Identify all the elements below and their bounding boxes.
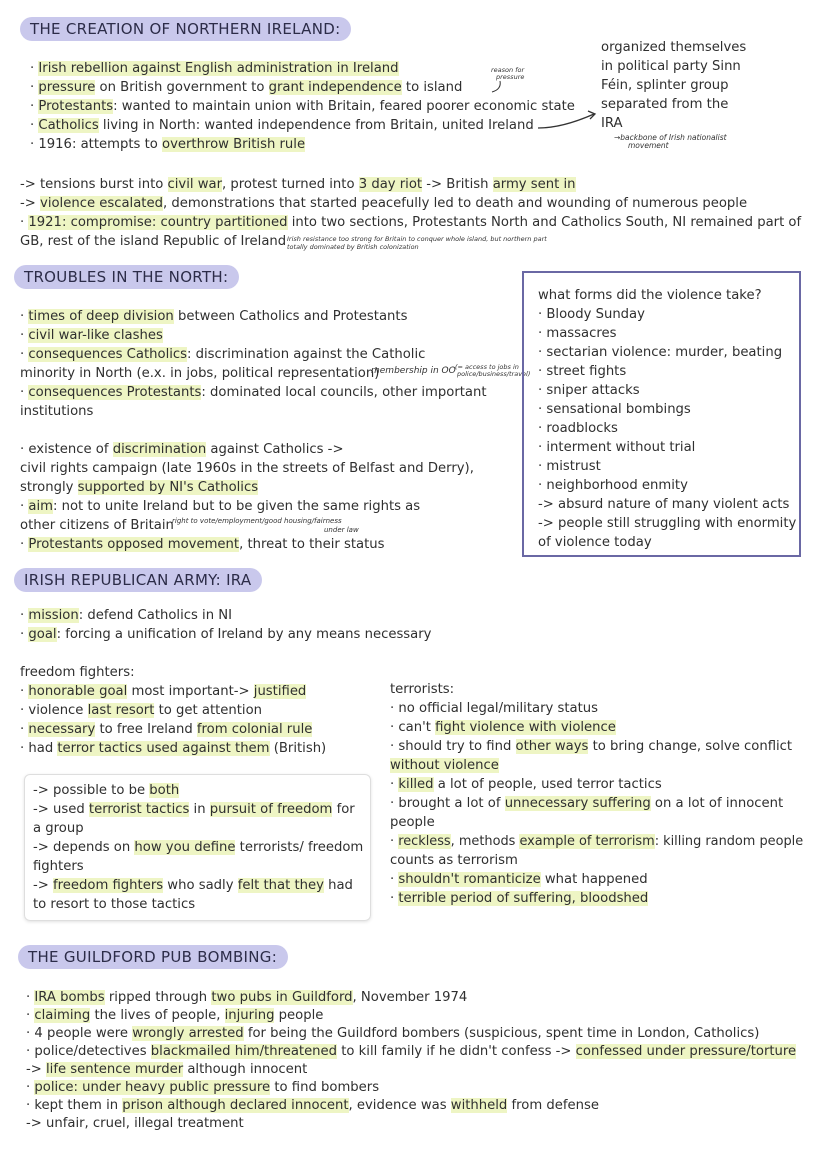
text-segment: : not to unite Ireland but to be given the same rights as: [52, 499, 421, 514]
t-line: [390, 851, 518, 870]
t-line: [390, 737, 792, 756]
text-segment: fighters: [33, 859, 84, 874]
text-segment: ·: [20, 385, 29, 400]
s2-line: [20, 383, 487, 402]
both-line: [33, 781, 179, 800]
text-segment: · interment without trial: [538, 440, 696, 455]
both-line: [33, 800, 355, 819]
t-line: [390, 794, 783, 813]
highlighted-text: consequences Catholics: [28, 347, 188, 362]
text-segment: other citizens of Britain: [20, 518, 174, 533]
text-segment: (British): [269, 741, 327, 756]
text-segment: · had: [20, 741, 58, 756]
text-segment: ·: [20, 608, 29, 623]
text-segment: on a lot of innocent: [650, 796, 784, 811]
t-line: [390, 756, 499, 775]
partition-note: totally dominated by British colonization: [287, 243, 419, 251]
text-segment: a lot of people, used terror tactics: [433, 777, 662, 792]
text-segment: ·: [20, 537, 29, 552]
text-segment: ·: [26, 1008, 35, 1023]
text-segment: civil rights campaign (late 1960s in the streets of Belfast and Derry),: [20, 461, 474, 476]
membership-note: police/business/travel): [457, 370, 531, 378]
text-segment: -> depends on: [33, 840, 135, 855]
text-segment: ·: [20, 499, 29, 514]
text-segment: · massacres: [538, 326, 617, 341]
text-segment: · violence: [20, 703, 88, 718]
t-line: [390, 718, 616, 737]
t-line: [390, 775, 662, 794]
s4-line: [26, 1078, 379, 1097]
heading-ira: IRISH REPUBLICAN ARMY: IRA: [14, 568, 262, 592]
t-line: [390, 870, 648, 889]
s3-line: [20, 606, 232, 625]
s1-line: [20, 175, 576, 194]
s4-line: [26, 988, 467, 1007]
s1-bullet: [30, 59, 399, 78]
highlighted-text: consequences Protestants: [28, 385, 202, 400]
text-segment: the lives of people,: [90, 1008, 225, 1023]
s4-line: [26, 1114, 244, 1133]
s4-line: [26, 1006, 323, 1025]
violence-item: [538, 324, 617, 343]
side-note-small: →backbone of Irish nationalist: [614, 133, 727, 142]
violence-item: [538, 476, 688, 495]
freedom-fighters-title: freedom fighters:: [20, 665, 135, 680]
highlighted-text: honorable goal: [28, 684, 128, 699]
violence-item: [538, 305, 645, 324]
both-line: [33, 857, 84, 876]
ff-line: [20, 682, 306, 701]
highlighted-text: Protestants opposed movement: [28, 537, 240, 552]
text-segment: to get attention: [154, 703, 263, 718]
text-segment: · 4 people were: [26, 1026, 133, 1041]
text-segment: · Bloody Sunday: [538, 307, 645, 322]
violence-item: [538, 495, 789, 514]
s2-line: [20, 535, 385, 554]
text-segment: · can't: [390, 720, 436, 735]
s4-line: [26, 1060, 307, 1079]
highlighted-text: other ways: [515, 739, 589, 754]
s1-line: [20, 213, 801, 232]
violence-item: [538, 514, 796, 533]
highlighted-text: confessed under pressure/torture: [575, 1044, 797, 1059]
text-segment: : wanted to maintain union with Britain, feared poorer economic state: [113, 99, 575, 114]
violence-item: [538, 400, 691, 419]
highlighted-text: civil war-like clashes: [28, 328, 163, 343]
text-segment: ·: [30, 61, 39, 76]
highlighted-text: pressure: [38, 80, 96, 95]
text-segment: most important->: [127, 684, 254, 699]
s1-bullet: [30, 116, 534, 135]
highlighted-text: Protestants: [38, 99, 114, 114]
text-segment: strongly: [20, 480, 78, 495]
highlighted-text: IRA bombs: [34, 990, 105, 1005]
text-segment: -> tensions burst into: [20, 177, 168, 192]
note-reason: pressure: [496, 73, 525, 81]
highlighted-text: from colonial rule: [196, 722, 313, 737]
text-segment: · neighborhood enmity: [538, 478, 688, 493]
rights-note: under law: [324, 526, 359, 534]
text-segment: · 1916: attempts to: [30, 137, 162, 152]
s2-line: [20, 345, 425, 364]
highlighted-text: police: under heavy public pressure: [34, 1080, 271, 1095]
text-segment: , demonstrations that started peacefully led to death and wounding of numerous people: [162, 196, 748, 211]
highlighted-text: freedom fighters: [53, 878, 164, 893]
highlighted-text: grant independence: [268, 80, 402, 95]
highlighted-text: violence escalated: [40, 196, 163, 211]
text-segment: : dominated local councils, other important: [201, 385, 487, 400]
side-note-small: movement: [628, 141, 669, 150]
text-segment: , November 1974: [352, 990, 468, 1005]
text-segment: · brought a lot of: [390, 796, 505, 811]
text-segment: -> possible to be: [33, 783, 150, 798]
highlighted-text: shouldn't romanticize: [398, 872, 541, 887]
s2-line: [20, 402, 93, 421]
text-segment: ·: [390, 777, 399, 792]
violence-item: [538, 419, 618, 438]
highlighted-text: justified: [253, 684, 307, 699]
t-line: [390, 813, 435, 832]
s2-line: [20, 478, 258, 497]
highlighted-text: without violence: [390, 758, 499, 773]
note-reason: reason for: [491, 66, 525, 74]
text-segment: in: [189, 802, 210, 817]
text-segment: to island: [401, 80, 463, 95]
text-segment: for being the Guildford bombers (suspicious, spent time in London, Catholics): [243, 1026, 760, 1041]
highlighted-text: civil war: [167, 177, 223, 192]
s1-bullet: [30, 135, 305, 154]
highlighted-text: Catholics: [38, 118, 99, 133]
text-segment: living in North: wanted independence from Britain, united Ireland: [98, 118, 534, 133]
s2-line: [20, 497, 420, 516]
text-segment: : discrimination against the Catholic: [187, 347, 426, 362]
text-segment: ·: [20, 627, 29, 642]
text-segment: to free Ireland: [95, 722, 197, 737]
text-segment: counts as terrorism: [390, 853, 518, 868]
s2-line: [20, 440, 344, 459]
text-segment: had: [323, 878, 353, 893]
highlighted-text: last resort: [87, 703, 155, 718]
highlighted-text: overthrow British rule: [162, 137, 306, 152]
text-segment: into two sections, Protestants North and Catholics South, NI remained part of: [287, 215, 802, 230]
text-segment: · sensational bombings: [538, 402, 691, 417]
text-segment: ·: [20, 215, 29, 230]
s1-line: [20, 232, 286, 251]
text-segment: , methods: [450, 834, 520, 849]
highlighted-text: terrible period of suffering, bloodshed: [398, 891, 649, 906]
side-note-line: IRA: [601, 116, 623, 131]
both-line: [33, 838, 363, 857]
text-segment: -> used: [33, 802, 89, 817]
text-segment: ->: [33, 878, 54, 893]
text-segment: institutions: [20, 404, 94, 419]
ff-line: [20, 739, 326, 758]
highlighted-text: life sentence murder: [46, 1062, 184, 1077]
text-segment: ripped through: [104, 990, 212, 1005]
highlighted-text: blackmailed him/threatened: [150, 1044, 338, 1059]
text-segment: to bring change, solve conflict: [588, 739, 793, 754]
highlighted-text: unnecessary suffering: [504, 796, 651, 811]
ff-line: [20, 720, 312, 739]
highlighted-text: aim: [28, 499, 53, 514]
text-segment: : defend Catholics in NI: [78, 608, 233, 623]
highlighted-text: injuring: [224, 1008, 275, 1023]
highlighted-text: goal: [28, 627, 57, 642]
highlighted-text: withheld: [450, 1098, 508, 1113]
s4-line: [26, 1096, 599, 1115]
text-segment: people: [274, 1008, 324, 1023]
text-segment: ->: [20, 196, 41, 211]
text-segment: terrorists/ freedom: [235, 840, 364, 855]
text-segment: ·: [30, 80, 39, 95]
highlighted-text: 1921: compromise: country partitioned: [28, 215, 288, 230]
text-segment: from defense: [507, 1098, 599, 1113]
violence-box-title: what forms did the violence take?: [538, 288, 762, 303]
highlighted-text: killed: [398, 777, 434, 792]
text-segment: -> people still struggling with enormity: [538, 516, 797, 531]
text-segment: · no official legal/military status: [390, 701, 599, 716]
highlighted-text: 3 day riot: [358, 177, 423, 192]
text-segment: · police/detectives: [26, 1044, 151, 1059]
text-segment: · roadblocks: [538, 421, 618, 436]
text-segment: , protest turned into: [222, 177, 359, 192]
text-segment: ·: [20, 309, 29, 324]
highlighted-text: times of deep division: [28, 309, 174, 324]
text-segment: · should try to find: [390, 739, 516, 754]
text-segment: to resort to those tactics: [33, 897, 196, 912]
side-note-line: in political party Sinn: [601, 59, 741, 74]
violence-item: [538, 381, 640, 400]
highlighted-text: terror tactics used against them: [57, 741, 270, 756]
membership-note: (= access to jobs in: [455, 363, 519, 371]
heading-troubles: TROUBLES IN THE NORTH:: [14, 265, 239, 289]
highlighted-text: wrongly arrested: [132, 1026, 244, 1041]
highlighted-text: pursuit of freedom: [209, 802, 333, 817]
both-line: [33, 819, 84, 838]
text-segment: to find bombers: [270, 1080, 380, 1095]
heading-creation-ni: THE CREATION OF NORTHERN IRELAND:: [20, 17, 351, 41]
highlighted-text: prison although declared innocent: [122, 1098, 349, 1113]
s2-line: [20, 516, 174, 535]
text-segment: a group: [33, 821, 84, 836]
highlighted-text: supported by NI's Catholics: [77, 480, 259, 495]
highlighted-text: Irish rebellion against English administration in Ireland: [38, 61, 399, 76]
text-segment: -> British: [422, 177, 493, 192]
text-segment: ->: [26, 1062, 47, 1077]
s3-line: [20, 625, 432, 644]
s2-line: [20, 326, 163, 345]
highlighted-text: example of terrorism: [519, 834, 655, 849]
highlighted-text: fight violence with violence: [435, 720, 616, 735]
text-segment: GB, rest of the island Republic of Ireland: [20, 234, 287, 249]
ff-line: [20, 701, 262, 720]
text-segment: · sectarian violence: murder, beating: [538, 345, 783, 360]
highlighted-text: reckless: [398, 834, 451, 849]
text-segment: of violence today: [538, 535, 652, 550]
highlighted-text: two pubs in Guildford: [211, 990, 353, 1005]
rights-note: right to vote/employment/good housing/fairness: [172, 517, 342, 525]
text-segment: ·: [26, 990, 35, 1005]
membership-note: membership in OO: [371, 366, 456, 376]
arrow-icon: [488, 80, 508, 94]
text-segment: who sadly: [163, 878, 238, 893]
text-segment: -> unfair, cruel, illegal treatment: [26, 1116, 244, 1131]
s4-line: [26, 1042, 796, 1061]
text-segment: ·: [20, 722, 29, 737]
arrow-icon: [536, 108, 600, 132]
highlighted-text: felt that they: [237, 878, 324, 893]
text-segment: ·: [390, 891, 399, 906]
s1-bullet: [30, 97, 575, 116]
highlighted-text: necessary: [28, 722, 96, 737]
text-segment: , evidence was: [348, 1098, 451, 1113]
text-segment: : forcing a unification of Ireland by any means necessary: [56, 627, 432, 642]
text-segment: between Catholics and Protestants: [173, 309, 408, 324]
s2-line: [20, 364, 379, 383]
terrorists-title: terrorists:: [390, 682, 455, 697]
text-segment: ·: [30, 99, 39, 114]
side-note-line: Féin, splinter group: [601, 78, 729, 93]
violence-item: [538, 343, 782, 362]
text-segment: ·: [30, 118, 39, 133]
highlighted-text: army sent in: [492, 177, 576, 192]
t-line: [390, 889, 648, 908]
highlighted-text: terrorist tactics: [88, 802, 190, 817]
s2-line: [20, 459, 474, 478]
text-segment: what happened: [540, 872, 648, 887]
highlighted-text: mission: [28, 608, 79, 623]
violence-item: [538, 457, 601, 476]
text-segment: against Catholics ->: [206, 442, 344, 457]
s1-line: [20, 194, 747, 213]
text-segment: -> absurd nature of many violent acts: [538, 497, 790, 512]
text-segment: · mistrust: [538, 459, 601, 474]
highlighted-text: both: [149, 783, 180, 798]
side-note-line: separated from the: [601, 97, 729, 112]
text-segment: ·: [20, 684, 29, 699]
text-segment: · sniper attacks: [538, 383, 640, 398]
text-segment: ·: [390, 834, 399, 849]
text-segment: for: [332, 802, 355, 817]
violence-item: [538, 533, 652, 552]
text-segment: to kill family if he didn't confess ->: [337, 1044, 576, 1059]
text-segment: on British government to: [95, 80, 269, 95]
text-segment: ·: [390, 872, 399, 887]
text-segment: · kept them in: [26, 1098, 123, 1113]
violence-item: [538, 438, 695, 457]
text-segment: ·: [20, 328, 29, 343]
violence-item: [538, 362, 626, 381]
t-line: [390, 832, 803, 851]
s4-line: [26, 1024, 759, 1043]
t-line: [390, 699, 598, 718]
side-note-line: organized themselves: [601, 40, 747, 55]
text-segment: · existence of: [20, 442, 113, 457]
text-segment: although innocent: [183, 1062, 308, 1077]
both-line: [33, 876, 353, 895]
text-segment: ·: [26, 1080, 35, 1095]
s1-bullet: [30, 78, 462, 97]
highlighted-text: claiming: [34, 1008, 91, 1023]
highlighted-text: how you define: [134, 840, 236, 855]
partition-note: Irish resistance too strong for Britain to conquer whole island, but northern part: [287, 235, 547, 243]
text-segment: ·: [20, 347, 29, 362]
both-line: [33, 895, 195, 914]
text-segment: · street fights: [538, 364, 627, 379]
text-segment: people: [390, 815, 435, 830]
text-segment: : killing random people: [654, 834, 804, 849]
s2-line: [20, 307, 407, 326]
text-segment: , threat to their status: [239, 537, 385, 552]
text-segment: minority in North (e.x. in jobs, political representation): [20, 366, 380, 381]
highlighted-text: discrimination: [112, 442, 207, 457]
heading-guildford: THE GUILDFORD PUB BOMBING:: [18, 945, 288, 969]
